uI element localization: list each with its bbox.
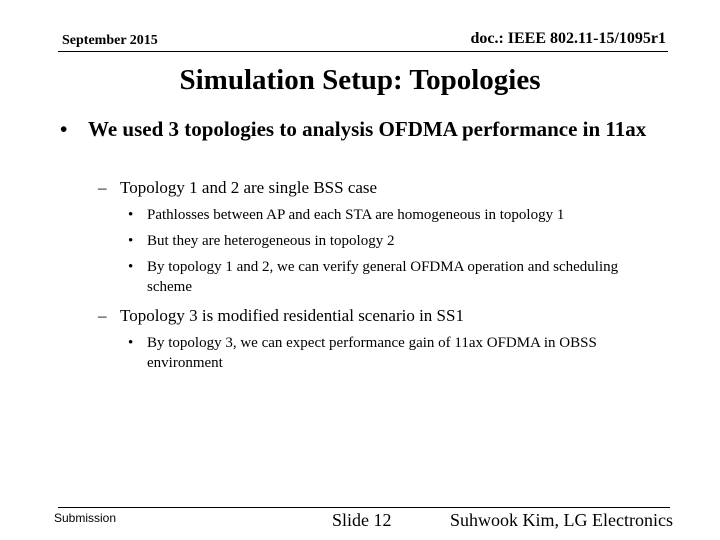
dash-glyph: –	[98, 306, 107, 325]
sub1-item-3-text: By topology 1 and 2, we can verify general OFDMA operation and scheduling scheme	[147, 259, 619, 295]
header-divider	[58, 51, 668, 52]
footer-divider	[58, 507, 670, 508]
dash-glyph: –	[98, 178, 107, 197]
footer-author: Suhwook Kim, LG Electronics	[450, 510, 673, 530]
sub2-item-1-text: By topology 3, we can expect performance gain of 11ax OFDMA in OBSS environment	[147, 335, 597, 371]
sub-bullet-1-text: Topology 1 and 2 are single BSS case	[120, 178, 378, 197]
bullet-glyph: •	[128, 335, 134, 351]
sub1-item-3	[128, 257, 648, 297]
bullet-glyph: •	[60, 117, 68, 141]
bullet-glyph: •	[128, 233, 134, 249]
sub-bullet-2-text: Topology 3 is modified residential scenario in SS1	[120, 306, 464, 325]
bullet-main-text: We used 3 topologies to analysis OFDMA performance in 11ax	[88, 117, 647, 141]
header-doc-id: doc.: IEEE 802.11-15/1095r1	[470, 30, 666, 47]
sub2-item-1	[128, 333, 648, 373]
sub1-item-1	[128, 205, 668, 225]
footer-submission: Submission	[54, 511, 117, 525]
sub1-item-2	[128, 231, 668, 251]
sub1-item-1-text: Pathlosses between AP and each STA are homogeneous in topology 1	[147, 207, 565, 223]
footer-slide-number: Slide 12	[332, 510, 392, 530]
bullet-glyph: •	[128, 259, 134, 275]
bullet-main	[60, 116, 680, 143]
sub-bullet-1	[98, 177, 678, 198]
bullet-glyph: •	[128, 207, 134, 223]
sub1-item-2-text: But they are heterogeneous in topology 2	[147, 233, 395, 249]
slide-title: Simulation Setup: Topologies	[179, 64, 541, 96]
sub-bullet-2	[98, 305, 678, 326]
header-date: September 2015	[62, 33, 158, 48]
